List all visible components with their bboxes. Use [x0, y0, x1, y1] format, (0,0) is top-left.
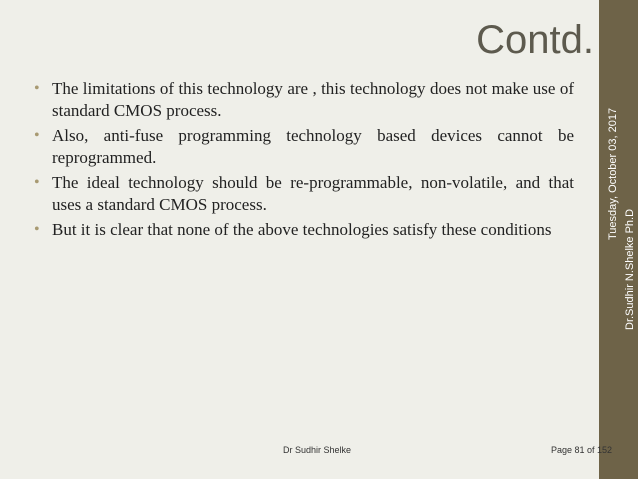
bullet-item: [34, 125, 574, 169]
bullet-icon: •: [34, 221, 40, 238]
sidebar-date: Tuesday, October 03, 2017: [607, 107, 619, 240]
footer-page-number: Page 81 of 152: [551, 445, 613, 455]
slide-title: Contd.: [476, 18, 594, 62]
bullet-list: [34, 78, 574, 244]
bullet-item: [34, 219, 574, 241]
bullet-text: But it is clear that none of the above technologies satisfy these conditions: [52, 220, 552, 239]
bullet-text: The ideal technology should be re-programmable, non-volatile, and that uses a standard CMOS process.: [52, 173, 574, 214]
bullet-text: Also, anti-fuse programming technology based devices cannot be reprogrammed.: [52, 126, 574, 167]
bullet-icon: •: [34, 80, 40, 97]
bullet-icon: •: [34, 174, 40, 191]
bullet-item: [34, 78, 574, 122]
bullet-item: [34, 172, 574, 216]
sidebar-text-date: [607, 0, 619, 240]
bullet-icon: •: [34, 127, 40, 144]
sidebar-author: Dr.Sudhir N.Shelke Ph.D: [624, 208, 636, 330]
bullet-text: The limitations of this technology are , this technology does not make use of standard CMOS process.: [52, 79, 574, 120]
footer-author: Dr Sudhir Shelke: [283, 445, 352, 455]
